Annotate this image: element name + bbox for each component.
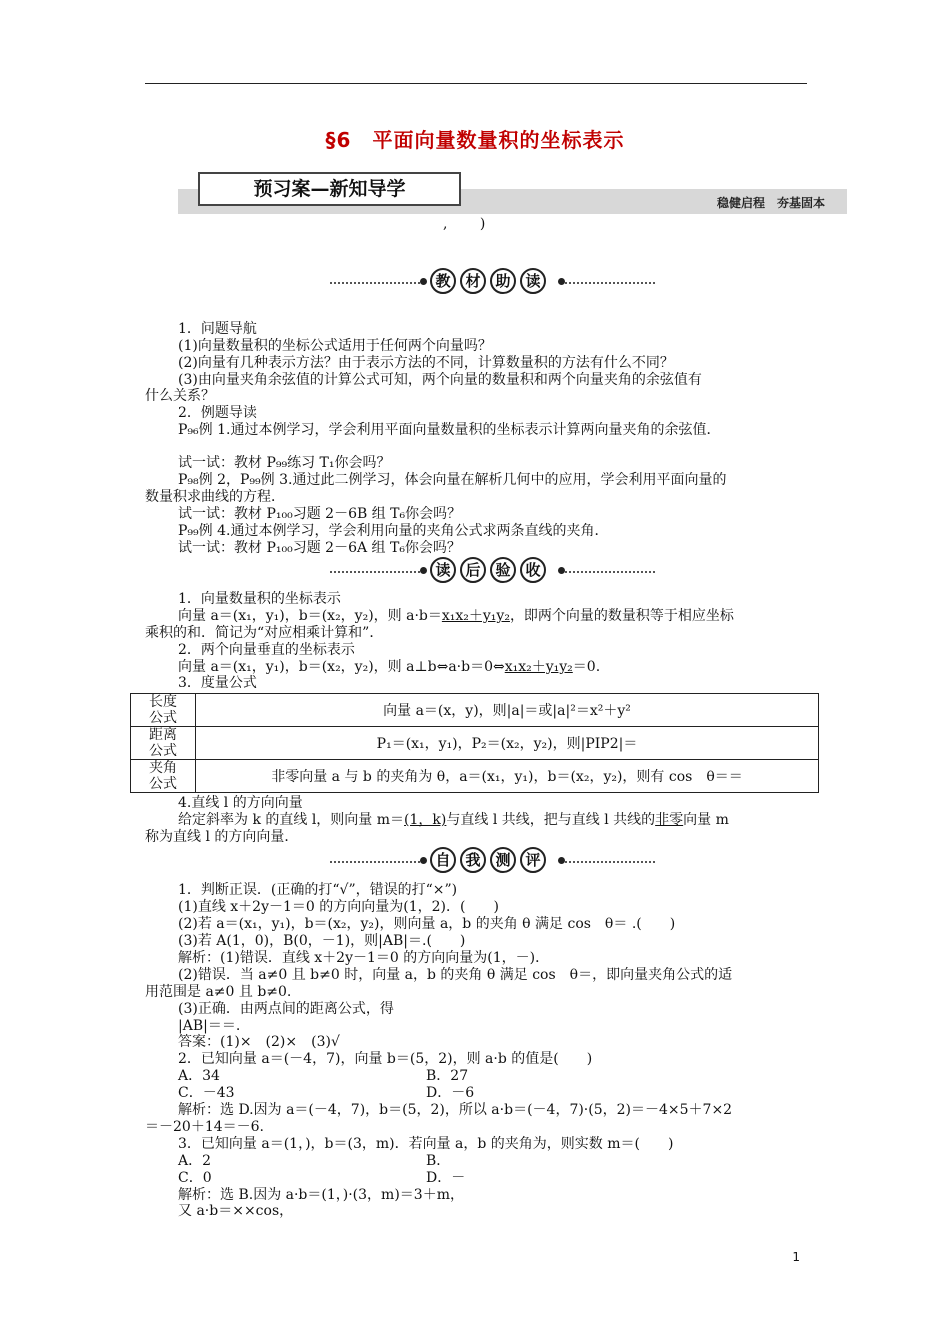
text-line: 什么关系？ [145, 388, 215, 404]
text-line: 又 a·b＝××cos， [178, 1203, 294, 1219]
text-line: (3)正确．由两点间的距离公式，得 [178, 1001, 394, 1017]
text-line: 解析：(1)错误．直线 x＋2y－1＝0 的方向向量为(1，－)． [178, 950, 550, 966]
section-char: 读 [520, 268, 546, 294]
option-c: C．0 [178, 1170, 212, 1186]
section-char: 测 [490, 847, 516, 873]
text-line: 3．度量公式 [178, 675, 257, 691]
question-line: 2．已知向量 a＝(－4，7)，向量 b＝(5，2)，则 a·b 的值是( ) [178, 1051, 593, 1067]
text-line: 2．例题导读 [178, 405, 257, 421]
text-line: (3)若 A(1，0)，B(0，－1)，则|AB|＝.( ) [178, 933, 466, 949]
option-d: D．－ [426, 1170, 466, 1186]
page-title: §6 平面向量数量积的坐标表示 [325, 128, 625, 152]
text-line: 向量 a＝(x₁，y₁)，b＝(x₂，y₂)，则 a·b＝x₁x₂＋y₁y₂，即两个向量的数量积等于相应坐标 [178, 608, 734, 624]
option-c: C．－43 [178, 1085, 235, 1101]
section-char: 教 [430, 268, 456, 294]
text-line: 试一试：教材 P₉₉练习 T₁你会吗？ [178, 455, 391, 471]
section-char: 后 [460, 557, 486, 583]
text-line: 试一试：教材 P₁₀₀习题 2－6A 组 T₆你会吗？ [178, 540, 461, 556]
text-line: (3)由向量夹角余弦值的计算公式可知，两个向量的数量积和两个向量夹角的余弦值有 [178, 372, 702, 388]
text-line: |AB|＝＝. [178, 1018, 241, 1034]
text-line: (1)向量数量积的坐标公式适用于任何两个向量吗？ [178, 338, 492, 354]
text-line: 给定斜率为 k 的直线 l，则向量 m＝(1，k)与直线 l 共线，把与直线 l 共线的非零向量 m [178, 812, 729, 828]
section-char: 评 [520, 847, 546, 873]
text-line: 称为直线 l 的方向向量． [145, 829, 299, 845]
text-line: P₉₆例 1.通过本例学习，学会利用平面向量数量积的坐标表示计算两向量夹角的余弦值． [178, 422, 721, 438]
text-line: 1．向量数量积的坐标表示 [178, 591, 341, 607]
option-b: B． [426, 1153, 451, 1169]
section-char: 材 [460, 268, 486, 294]
row-header: 夹角 公式 [131, 760, 196, 793]
section-header-textbook [330, 268, 655, 298]
text-line: (2)错误．当 a≠0 且 b≠0 时，向量 a，b 的夹角 θ 满足 cos θ＝，即向量夹角公式的适 [178, 967, 733, 983]
text-line: 1．判断正误．(正确的打“√”，错误的打“×”) [178, 882, 458, 898]
option-a: A．2 [178, 1153, 212, 1169]
section-header-review [330, 557, 655, 587]
text-line: P₉₉例 4.通过本例学习，学会利用向量的夹角公式求两条直线的夹角． [178, 523, 609, 539]
section-header-self-test [330, 847, 655, 877]
section-char: 自 [430, 847, 456, 873]
text-line: (1)直线 x＋2y－1＝0 的方向向量为(1，2)．( ) [178, 899, 499, 915]
table-row [131, 727, 819, 760]
banner-label: 预习案—新知导学 [198, 172, 461, 206]
section-char: 我 [460, 847, 486, 873]
stray-text: , ) [443, 216, 486, 232]
text-line: P₉₈例 2，P₉₉例 3.通过此二例学习，体会向量在解析几何中的应用，学会利用平面向量的 [178, 472, 727, 488]
row-body: 非零向量 a 与 b 的夹角为 θ，a＝(x₁，y₁)，b＝(x₂，y₂)，则有 cos θ＝＝ [196, 760, 819, 793]
row-header: 距离 公式 [131, 727, 196, 760]
text-line: 1．问题导航 [178, 321, 257, 337]
answer-line: 答案：(1)× (2)× (3)√ [178, 1034, 340, 1050]
text-line: 解析：选 D.因为 a＝(－4，7)，b＝(5，2)，所以 a·b＝(－4，7)·(5，2)＝－4×5＋7×2 [178, 1102, 733, 1118]
option-d: D．－6 [426, 1085, 475, 1101]
text-line: 4.直线 l 的方向向量 [178, 795, 303, 811]
banner-motto: 稳健启程 夯基固本 [716, 196, 825, 210]
text-line: 乘积的和．简记为“对应相乘计算和”． [145, 625, 384, 641]
table-row [131, 694, 819, 727]
text-line: ＝－20＋14＝－6. [145, 1119, 264, 1135]
formula-table [130, 693, 819, 793]
section-char: 读 [430, 557, 456, 583]
row-header: 长度 公式 [131, 694, 196, 727]
text-line: (2)若 a＝(x₁，y₁)，b＝(x₂，y₂)，则向量 a，b 的夹角 θ 满足 cos θ＝ .( ) [178, 916, 676, 932]
text-line: 数量积求曲线的方程． [145, 489, 285, 505]
row-body: 向量 a＝(x，y)，则|a|＝或|a|²＝x²＋y² [196, 694, 819, 727]
header-rule [145, 83, 807, 84]
text-line: 解析：选 B.因为 a·b＝(1，)·(3，m)＝3＋m， [178, 1187, 464, 1203]
text-line: 试一试：教材 P₁₀₀习题 2－6B 组 T₆你会吗？ [178, 506, 462, 522]
text-line: 2．两个向量垂直的坐标表示 [178, 642, 355, 658]
question-line: 3．已知向量 a＝(1，)，b＝(3，m)．若向量 a，b 的夹角为，则实数 m＝( ) [178, 1136, 674, 1152]
section-char: 收 [520, 557, 546, 583]
row-body: P₁＝(x₁，y₁)，P₂＝(x₂，y₂)，则|PIP2|＝ [196, 727, 819, 760]
text-line: (2)向量有几种表示方法？由于表示方法的不同，计算数量积的方法有什么不同？ [178, 355, 674, 371]
table-row [131, 760, 819, 793]
option-b: B．27 [426, 1068, 469, 1084]
section-char: 助 [490, 268, 516, 294]
page-number: 1 [792, 1250, 800, 1264]
text-line: 用范围是 a≠0 且 b≠0. [145, 984, 292, 1000]
text-line: 向量 a＝(x₁，y₁)，b＝(x₂，y₂)，则 a⊥b⇔a·b＝0⇔x₁x₂＋y₁y₂＝0. [178, 659, 601, 675]
option-a: A．34 [178, 1068, 220, 1084]
section-char: 验 [490, 557, 516, 583]
